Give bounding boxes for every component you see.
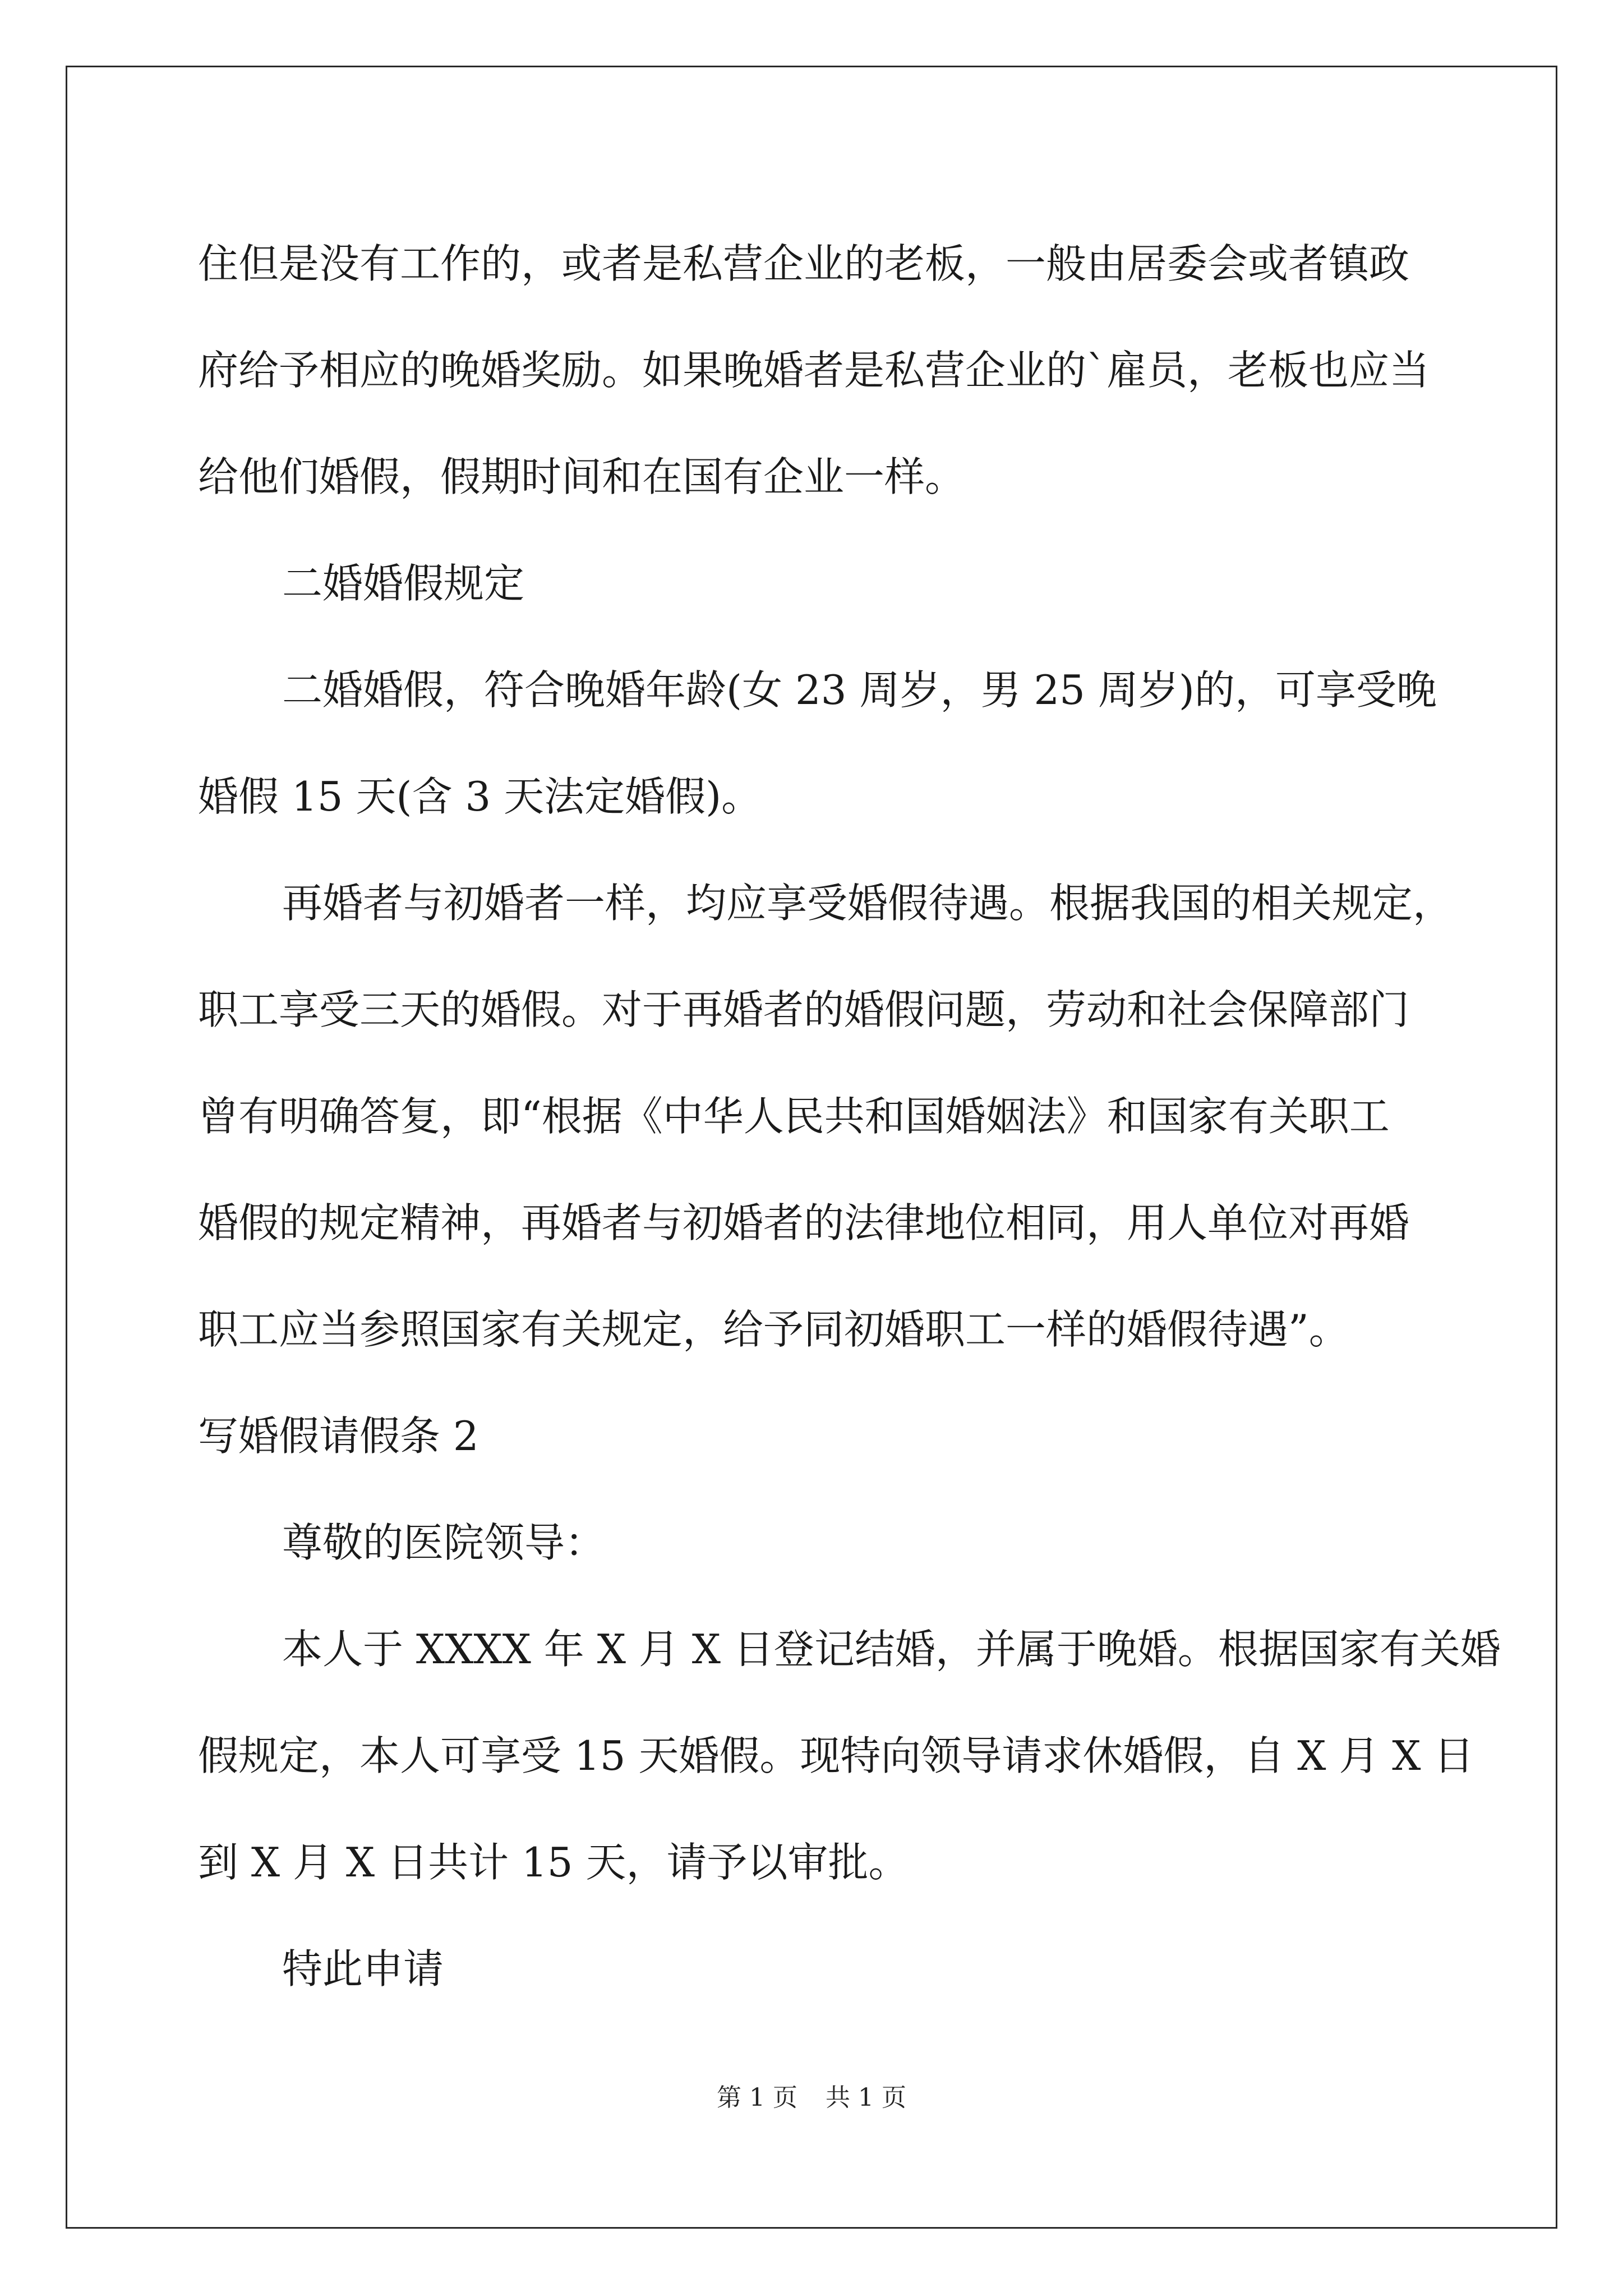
text-line: 二婚婚假，符合晚婚年龄(女 23 周岁，男 25 周岁)的，可享受晚 [282,666,1437,714]
document-body [198,210,1501,2022]
text-line: 府给予相应的晚婚奖励。如果晚婚者是私营企业的`雇员，老板也应当 [198,347,1430,394]
salutation: 尊敬的医院领导： [282,1519,606,1566]
text-line: 再婚者与初婚者一样，均应享受婚假待遇。根据我国的相关规定， [282,880,1454,927]
text-line: 到 X 月 X 日共计 15 天，请予以审批。 [198,1839,909,1886]
document-title: 写婚假请假条 2 [198,1412,479,1460]
page-number: 第 1 页 [717,2083,797,2112]
text-line: 假规定，本人可享受 15 天婚假。现特向领导请求休婚假，自 X 月 X 日 [198,1732,1474,1779]
text-line: 本人于 XXXX 年 X 月 X 日登记结婚，并属于晚婚。根据国家有关婚 [282,1626,1501,1673]
text-line: 给他们婚假，假期时间和在国有企业一样。 [198,453,966,500]
text-line: 职工享受三天的婚假。对于再婚者的婚假问题，劳动和社会保障部门 [198,986,1410,1033]
text-line: 曾有明确答复，即“根据《中华人民共和国婚姻法》和国家有关职工 [198,1093,1390,1140]
page-total: 共 1 页 [826,2083,906,2112]
text-line: 住但是没有工作的，或者是私营企业的老板，一般由居委会或者镇政 [198,240,1410,287]
page-footer [0,2081,1623,2115]
text-line: 婚假 15 天(含 3 天法定婚假)。 [198,773,762,820]
closing-line: 特此申请 [282,1945,444,1993]
section-heading: 二婚婚假规定 [282,560,525,607]
text-line: 婚假的规定精神，再婚者与初婚者的法律地位相同，用人单位对再婚 [198,1199,1410,1246]
text-line: 职工应当参照国家有关规定，给予同初婚职工一样的婚假待遇”。 [198,1306,1349,1353]
